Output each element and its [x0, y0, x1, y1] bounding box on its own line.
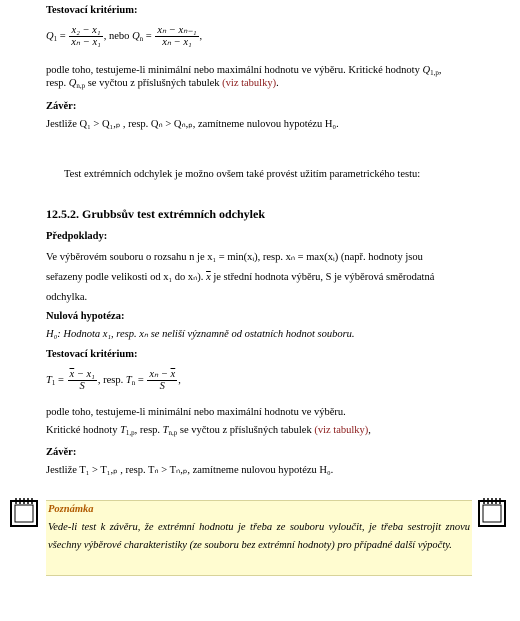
tables-link-2[interactable]: (viz tabulky) — [314, 425, 369, 436]
tables-link[interactable]: (viz tabulky) — [222, 78, 277, 89]
qn-denominator: xₙ − x₁ — [162, 37, 192, 49]
grubbs-formula: $T_1$ = $\frac{\overline{x} - x_1}{S}$ , resp. $T_n$ = $\frac{x_n - \overline{x}}{S}$ , — [46, 369, 181, 393]
qn-subscript-2: n,p — [76, 82, 86, 90]
t1-numerator — [68, 369, 97, 381]
t1-mean: $\overline{x}$ — [69, 369, 75, 381]
q1-symbol: Q — [46, 31, 54, 42]
tn-subscript: n — [131, 379, 136, 387]
resp-text-2: , resp. — [134, 425, 163, 436]
null-hypothesis-heading: Nulová hypotéza: — [46, 311, 125, 322]
grubbs-separator: , resp. — [97, 375, 124, 386]
dixon-formula: $Q_1$ = $\frac{\text{x₂ − x₁}}{\text{xₙ − x₁}}$ , nebo $Q_n$ = $\frac{\text{xₙ − xₙ₋₁}}{\text{xₙ − x₁}}$ , — [46, 25, 203, 49]
tables-text-2: se vyčtou z příslušných tabulek — [177, 425, 315, 436]
assumptions-line-1: Ve výběrovém souboru o rozsahu n je x₁ = min(xᵢ), resp. xₙ = max(xᵢ) (např. hodnoty jsou — [46, 252, 423, 263]
tn-fraction — [147, 369, 177, 392]
t1-num-rest: − x₁ — [74, 369, 95, 381]
qn-symbol-2: Q — [68, 78, 77, 89]
grubbs-conclusion-text: Jestliže T₁ > T₁,ₚ , resp. Tₙ > Tₙ,ₚ, zamítneme nulovou hypotézu H₀. — [46, 465, 334, 476]
comma-2: , — [368, 425, 371, 436]
tn-numerator — [147, 369, 177, 381]
formula-separator: , nebo — [103, 31, 130, 42]
q-subscript: 1,p — [430, 69, 439, 77]
qn-symbol: Q — [132, 31, 140, 42]
t1-denominator: S — [79, 381, 85, 393]
note-box — [46, 500, 472, 576]
qn-subscript: n — [139, 35, 144, 43]
note-text: Vede-li test k závěru, že extrémní hodnotu je třeba ze souboru vyloučit, je třeba sestrojit znovu všechny výběrové charakteristiky (ze souboru bez extrémní hodnoty) pro případné další výpočty. — [48, 522, 470, 551]
conclusion-text: Jestliže Q₁ > Q₁,ₚ , resp. Qₙ > Qₙ,ₚ, zamítneme nulovou hypotézu H₀. — [46, 119, 339, 130]
qn-numerator: xₙ − xₙ₋₁ — [157, 25, 197, 37]
section-title: 12.5.2. Grubbsův test extrémních odchylek — [46, 207, 265, 221]
grubbs-criterion-heading: Testovací kritérium: — [46, 349, 138, 360]
criterion-explanation — [46, 64, 476, 90]
t1-fraction — [68, 369, 97, 392]
null-hypothesis-text: H₀: Hodnota x₁, resp. xₙ se neliší významně od ostatních hodnot souboru. — [46, 329, 355, 340]
grubbs-explanation — [46, 404, 476, 440]
tn-subscript-2: n,p — [168, 429, 178, 437]
tn-num-start: xₙ − — [149, 369, 171, 381]
q-symbol: Q — [422, 65, 431, 76]
t1-symbol: T — [46, 375, 52, 386]
grubbs-explanation-line-1: podle toho, testujeme-li minimální nebo maximální hodnotu ve výběru. — [46, 407, 346, 418]
q1-denominator: xₙ − x₁ — [71, 37, 101, 49]
assumptions-heading: Předpoklady: — [46, 231, 108, 242]
comma: , — [438, 65, 442, 76]
intro-paragraph: Test extrémních odchylek je možno ovšem také provést užitím parametrického testu: — [64, 169, 421, 180]
qn-fraction — [155, 25, 198, 48]
q1-numerator: x₂ − x₁ — [69, 25, 103, 37]
q1-subscript: 1 — [53, 35, 58, 43]
grubbs-conclusion-heading: Závěr: — [46, 447, 77, 458]
tn-denominator: S — [159, 381, 165, 393]
mean-symbol: $\overline{x}$ — [206, 272, 211, 283]
criterion-heading: Testovací kritérium: — [46, 5, 138, 16]
formula-end: , — [199, 31, 203, 42]
period: . — [276, 78, 279, 89]
critical-values-text: Kritické hodnoty — [46, 425, 121, 436]
grubbs-formula-end: , — [178, 375, 181, 386]
tn-symbol-2: T — [162, 425, 169, 436]
assumptions-line-3: odchylka. — [46, 292, 88, 303]
t1-subscript: 1 — [51, 379, 56, 387]
tn-symbol: T — [125, 375, 132, 386]
t-subscript: 1,p — [125, 429, 135, 437]
t-symbol: T — [120, 425, 126, 436]
explanation-text: podle toho, testujeme-li minimální nebo maximální hodnotu ve výběru. Kritické hodnoty — [46, 65, 423, 76]
tables-text: se vyčtou z příslušných tabulek — [85, 78, 223, 89]
q1-fraction — [69, 25, 103, 48]
assumptions-text — [46, 248, 476, 308]
assumptions-line-2a: seřazeny podle velikosti od x₁ do xₙ). — [46, 272, 204, 283]
conclusion-heading: Závěr: — [46, 101, 77, 112]
notepad-icon — [8, 496, 40, 528]
note-label: Poznámka — [48, 504, 94, 515]
tn-mean: $\overline{x}$ — [170, 369, 176, 381]
resp-text: resp. — [46, 78, 69, 89]
notepad-icon — [476, 496, 508, 528]
assumptions-line-2b: je střední hodnota výběru, S je výběrová směrodatná — [210, 272, 435, 283]
